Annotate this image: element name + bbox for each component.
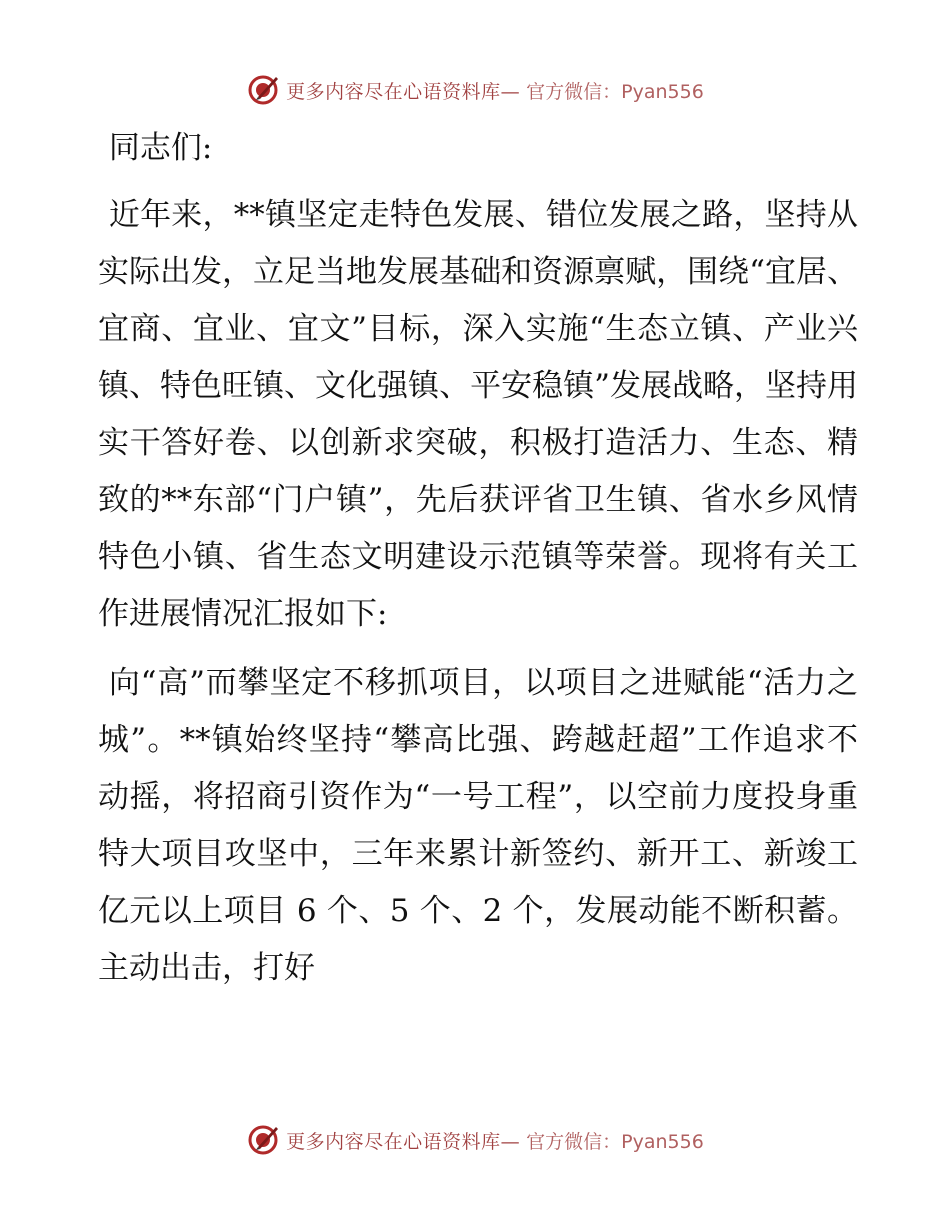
header-banner: [0, 70, 950, 110]
greeting: 同志们:: [108, 130, 213, 166]
header-wechat-text: 官方微信：Pyan556: [526, 80, 704, 103]
paragraph-intro: 近年来，**镇坚定走特色发展、错位发展之路，坚持从实际出发，立足当地发展基础和资源禀赋，围绕“宜居、宜商、宜业、宜文”目标，深入实施“生态立镇、产业兴镇、特色旺镇、文化强镇、平安稳镇”发展战略，坚持用实干答好卷、以创新求突破，积极打造活力、生态、精致的**东部“门户镇”，先后获评省卫生镇、省水乡风情特色小镇、省生态文明建设示范镇等荣誉。现将有关工作进展情况汇报如下:: [98, 197, 858, 632]
footer-site-text: 更多内容尽在心语资料库—: [286, 1130, 521, 1153]
header-site-text: 更多内容尽在心语资料库—: [286, 80, 521, 103]
pen-logo-icon: [246, 73, 280, 107]
paragraph-projects: 向“高”而攀坚定不移抓项目，以项目之进赋能“活力之城”。**镇始终坚持“攀高比强、跨越赶超”工作追求不动摇，将招商引资作为“一号工程”，以空前力度投身重特大项目攻坚中，三年来累计新签约、新开工、新竣工亿元以上项目 6 个、5 个、2 个，发展动能不断积蓄。主动出击，打好: [98, 665, 858, 986]
footer-banner: [0, 1120, 950, 1160]
footer-wechat-text: 官方微信：Pyan556: [526, 1130, 704, 1153]
pen-logo-icon: [246, 1123, 280, 1157]
document-body: [98, 120, 858, 997]
